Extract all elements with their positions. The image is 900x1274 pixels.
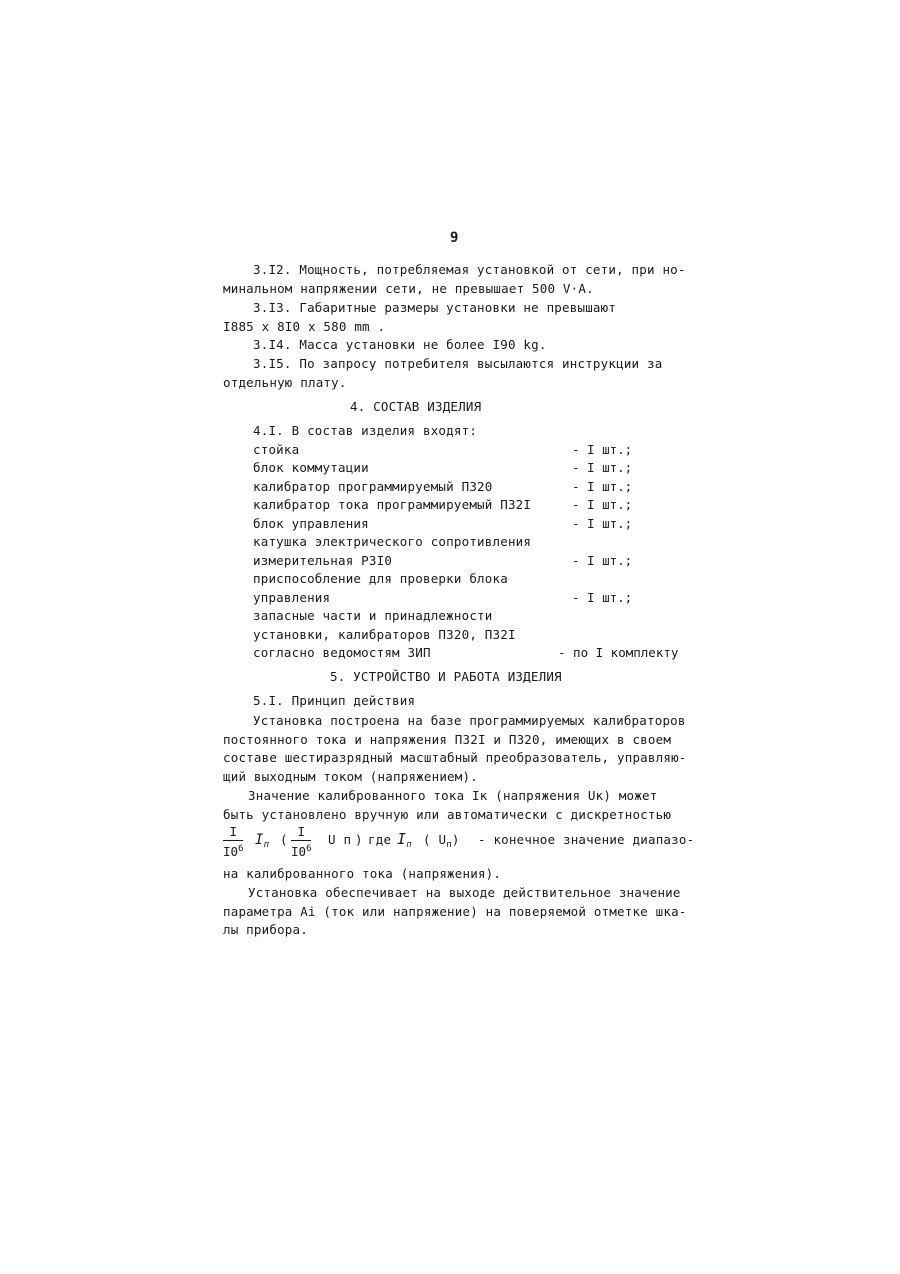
para1-line: постоянного тока и напряжения П32I и П320, имеющих в своем [223,732,672,747]
close-paren: ) [355,832,363,847]
where-word: где [368,832,392,847]
symbol-close: ) [451,832,460,847]
paragraph-3-13-line1: 3.I3. Габаритные размеры установки не превышают [253,300,617,315]
list-item-name: запасные части и принадлежности [253,608,493,623]
paragraph-3-15-line2: отдельную плату. [223,375,347,390]
para3-line: лы прибора. [223,922,308,937]
para2-line1: Значение калиброванного тока Iк (напряжения Uк) может [248,788,658,803]
fraction-numerator: I [291,826,311,841]
fraction-one [223,826,243,858]
symbol-U: ( U [423,832,447,847]
fraction-two [291,826,311,858]
paragraph-5-1: 5.I. Принцип действия [253,693,416,708]
symbol-sub: п [446,840,452,850]
para1-line: щий выходным током (напряжением). [223,769,478,784]
paragraph-4-1: 4.I. В состав изделия входят: [253,423,478,438]
list-item-qty: - I шт.; [572,553,633,568]
current-range-symbol [255,832,269,850]
open-paren: ( [280,832,288,847]
para1-line: Установка построена на базе программируемых калибраторов [253,713,686,728]
denominator-exponent: 6 [306,843,312,854]
section-5-heading: 5. УСТРОЙСТВО И РАБОТА ИЗДЕЛИЯ [330,669,562,684]
para1-line: составе шестиразрядный масштабный преобразователь, управляю- [223,750,687,765]
list-item-name: установки, калибраторов П320, П32I [253,627,516,642]
symbol-sub: п [263,840,270,850]
list-item-qty: - по I комплекту [558,645,679,660]
formula-tail: - конечное значение диапазо- [478,832,695,847]
current-end-symbol [397,830,412,850]
list-item-name: приспособление для проверки блока [253,571,508,586]
list-item-name: калибратор программируемый П320 [253,479,493,494]
denominator-exponent: 6 [238,843,244,854]
fraction-numerator: I [223,826,243,841]
para3-line: параметра Ai (ток или напряжение) на поверяемой отметке шка- [223,904,687,919]
symbol-I: I [397,830,407,848]
list-item-name: стойка [253,442,300,457]
symbol-I: I [255,832,264,848]
para2-line2: быть установлено вручную или автоматически с дискретностью [223,807,672,822]
paragraph-3-12-line2: минальном напряжении сети, не превышает 500 V·A. [223,281,594,296]
list-item-name: катушка электрического сопротивления [253,534,532,549]
list-item-name: блок управления [253,516,369,531]
list-item-name: управления [253,590,331,605]
list-item-qty: - I шт.; [572,442,633,457]
list-item-name: измерительная Р3I0 [253,553,393,568]
symbol-sub: п [406,840,412,850]
list-item-name: согласно ведомостям ЗИП [253,645,431,660]
list-item-name: калибратор тока программируемый П32I [253,497,532,512]
paragraph-3-12-line1: 3.I2. Мощность, потребляемая установкой от сети, при но- [253,262,686,277]
denominator-base: I0 [291,843,307,859]
para2-line4: на калиброванного тока (напряжения). [223,866,502,881]
section-4-heading: 4. СОСТАВ ИЗДЕЛИЯ [350,399,482,414]
list-item-name: блок коммутации [253,460,369,475]
list-item-qty: - I шт.; [572,479,633,494]
paragraph-3-15-line1: 3.I5. По запросу потребителя высылаются инструкции за [253,356,663,371]
list-item-qty: - I шт.; [572,497,633,512]
list-item-qty: - I шт.; [572,590,633,605]
fraction-denominator [223,841,243,859]
list-item-qty: - I шт.; [572,516,633,531]
list-item-qty: - I шт.; [572,460,633,475]
voltage-end-symbol [423,832,460,850]
denominator-base: I0 [223,843,239,859]
paragraph-3-13-line2: I885 x 8I0 x 580 mm . [223,319,386,334]
page-number: 9 [450,230,459,246]
fraction-denominator [291,841,311,859]
para3-line: Установка обеспечивает на выходе действительное значение [248,885,681,900]
paragraph-3-14: 3.I4. Масса установки не более I90 kg. [253,337,547,352]
voltage-range-symbol: U п [328,832,352,847]
